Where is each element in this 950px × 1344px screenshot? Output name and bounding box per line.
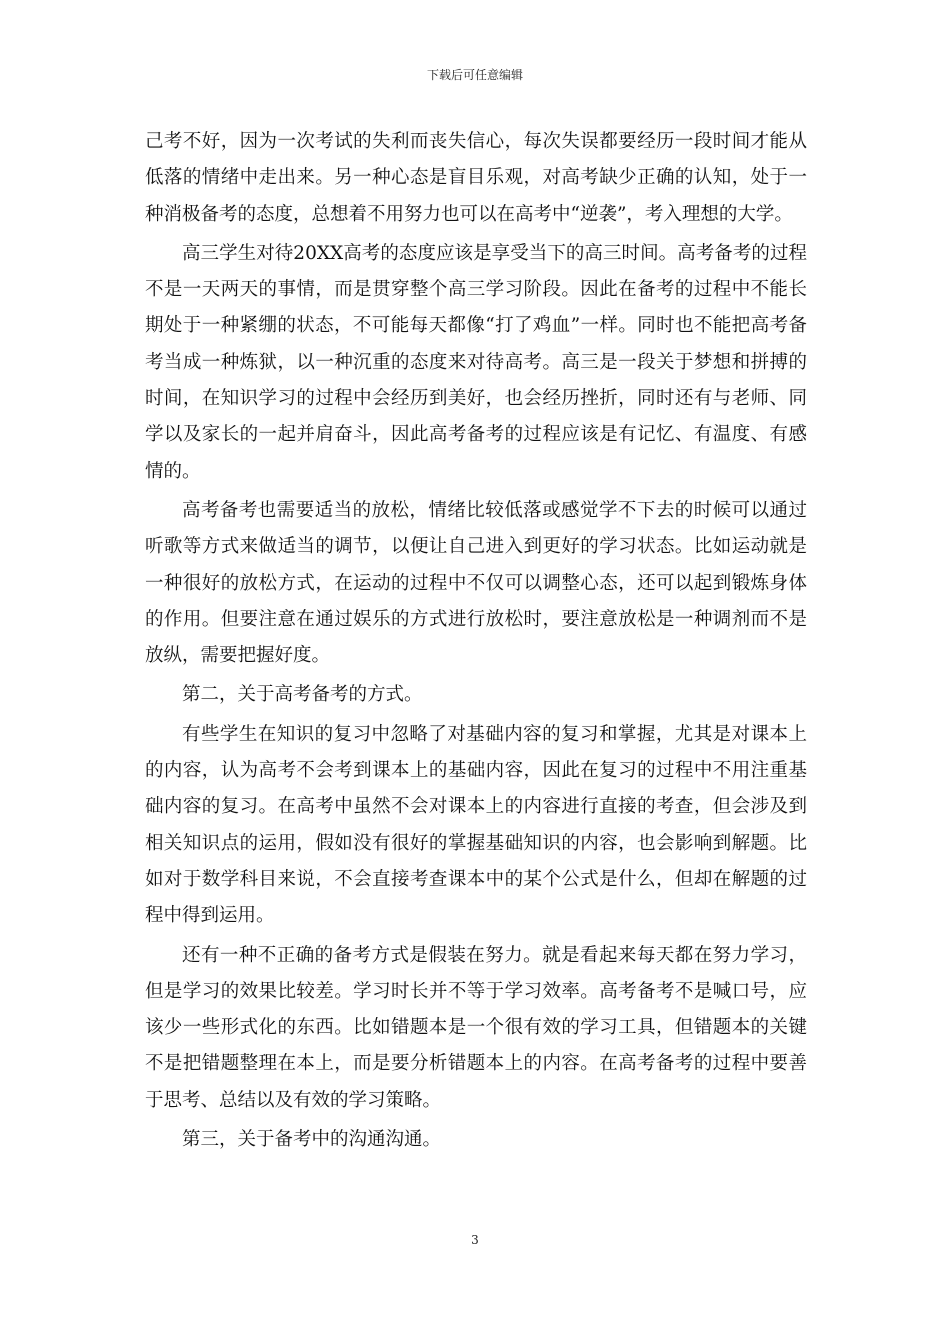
document-body <box>145 124 807 1161</box>
section-heading-2: 第二，关于高考备考的方式。 <box>182 684 423 706</box>
page-header: 下载后可任意编辑 <box>426 68 523 82</box>
page-number: 3 <box>471 1233 479 1247</box>
paragraph-2: 高三学生对待20XX高考的态度应该是享受当下的高三时间。高考备考的过程不是一天两天的事情，而是贯穿整个高三学习阶段。因此在备考的过程中不能长期处于一种紧绷的状态，不可能每天都像“打了鸡血”一样。同时也不能把高考备考当成一种炼狱，以一种沉重的态度来对待高考。高三是一段关于梦想和拼搏的时间，在知识学习的过程中会经历到美好，也会经历挫折，同时还有与老师、同学以及家长的一起并肩奋斗，因此高考备考的过程应该是有记忆、有温度、有感情的。 <box>145 242 807 482</box>
paragraph-4: 有些学生在知识的复习中忽略了对基础内容的复习和掌握，尤其是对课本上的内容，认为高考不会考到课本上的基础内容，因此在复习的过程中不用注重基础内容的复习。在高考中虽然不会对课本上的内容进行直接的考查，但会涉及到相关知识点的运用，假如没有很好的掌握基础知识的内容，也会影响到解题。比如对于数学科目来说，不会直接考查课本中的某个公式是什么，但却在解题的过程中得到运用。 <box>145 723 807 927</box>
section-heading-3: 第三，关于备考中的沟通沟通。 <box>182 1129 442 1151</box>
paragraph-1: 己考不好，因为一次考试的失利而丧失信心，每次失误都要经历一段时间才能从低落的情绪中走出来。另一种心态是盲目乐观，对高考缺少正确的认知，处于一种消极备考的态度，总想着不用努力也可以在高考中“逆袭”，考入理想的大学。 <box>145 131 807 225</box>
paragraph-3: 高考备考也需要适当的放松，情绪比较低落或感觉学不下去的时候可以通过听歌等方式来做适当的调节，以便让自己进入到更好的学习状态。比如运动就是一种很好的放松方式，在运动的过程中不仅可以调整心态，还可以起到锻炼身体的作用。但要注意在通过娱乐的方式进行放松时，要注意放松是一种调剂而不是放纵，需要把握好度。 <box>145 499 807 667</box>
paragraph-5: 还有一种不正确的备考方式是假装在努力。就是看起来每天都在努力学习，但是学习的效果比较差。学习时长并不等于学习效率。高考备考不是喊口号，应该少一些形式化的东西。比如错题本是一个很有效的学习工具，但错题本的关键不是把错题整理在本上，而是要分析错题本上的内容。在高考备考的过程中要善于思考、总结以及有效的学习策略。 <box>145 944 807 1111</box>
